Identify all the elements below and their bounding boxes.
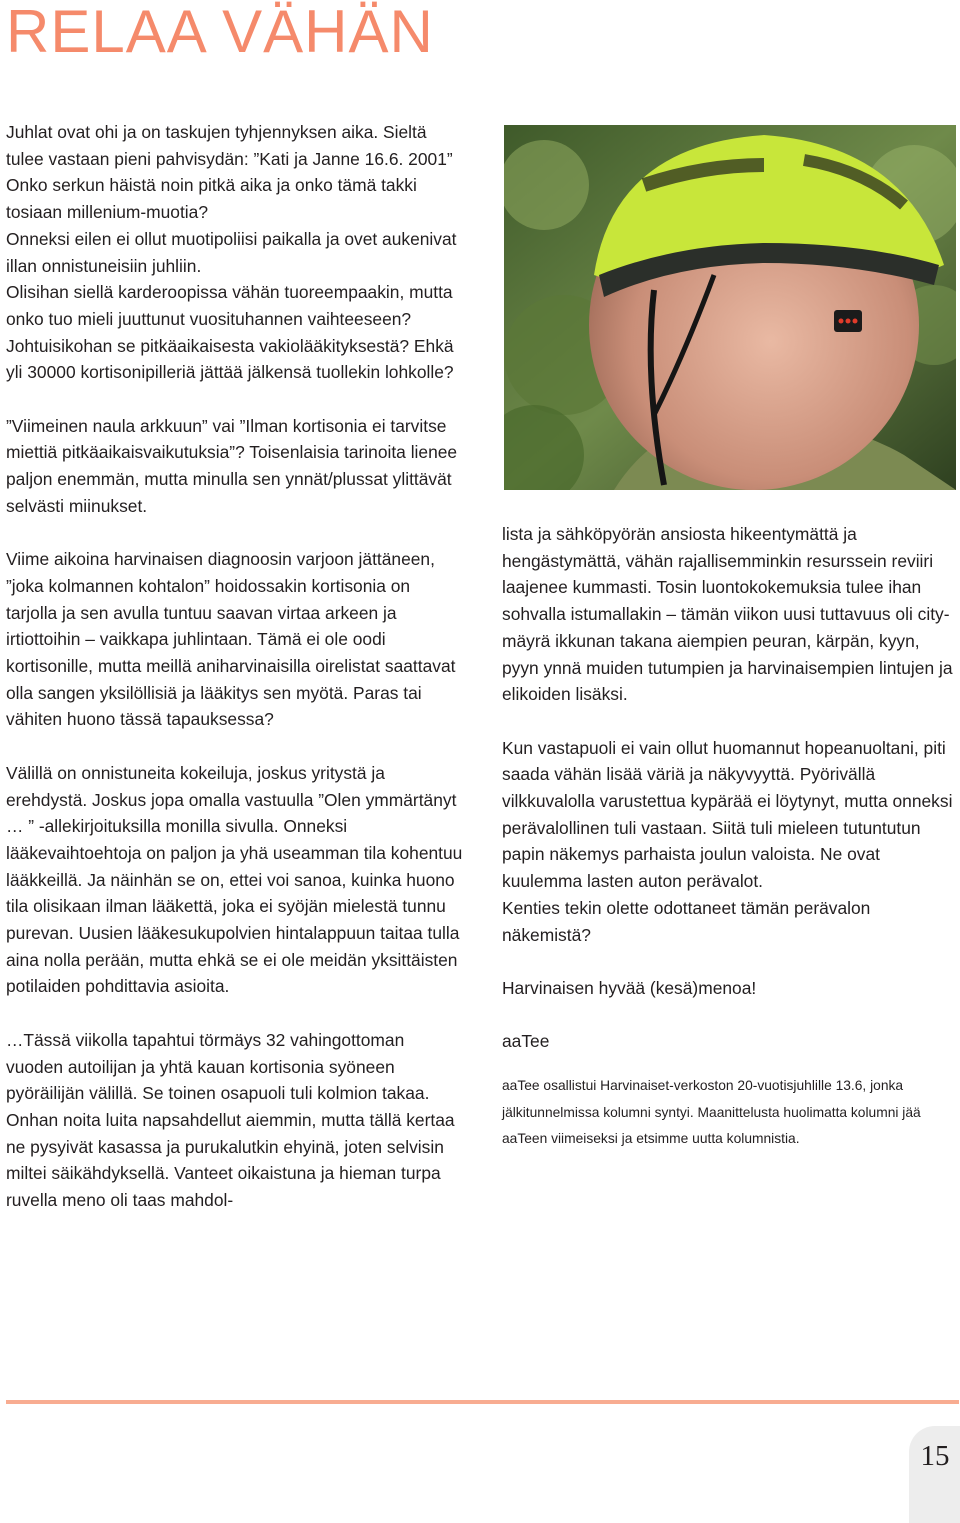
paragraph: Kun vastapuoli ei vain ollut huomannut hopeanuoltani, piti saada vähän lisää väriä ja näkyvyyttä. Pyörivällä vilkkuvalolla varustettua kypärää ei löytynyt, mutta onneksi perävalollinen tuli vastaan. Siitä tuli mieleen tutuntutun papin näkemys parhaista joulun valoista. Ne ovat kuulemma lasten auton perävalot.	[502, 737, 953, 892]
page-title: RELAA VÄHÄN	[6, 0, 434, 65]
footer-divider	[6, 1400, 959, 1404]
helmet-photo	[504, 125, 956, 490]
paragraph: lista ja sähköpyörän ansiosta hikeentymättä ja hengästymättä, vähän rajallisemminkin resurssein reviiri laajenee kummasti. Tosin luontokokemuksia tulee ihan sohvalla istumallakin – tämän viikon uusi tuttavuus oli city-mäyrä ikkunan takana aiempien peuran, kärpän, kyyn, pyyn ynnä muiden tutumpien ja harvinaisempien lintujen ja elikoiden lisäksi.	[502, 524, 953, 705]
right-column	[502, 521, 958, 1153]
author-note: aaTee osallistui Harvinaiset-verkoston 20-vuotisjuhlille 13.6, jonka jälkitunnelmissa kolumni syntyi. Maanittelusta huolimatta kolumni jää aaTeen viimeiseksi ja etsimme uutta kolumnistia.	[502, 1078, 921, 1147]
closing-line: Harvinaisen hyvää (kesä)menoa!	[502, 977, 757, 998]
paragraph: Onhan noita luita napsahdellut aiemmin, mutta tällä kertaa ne pysyivät kasassa ja purukalutkin ehyinä, joten selvisin miltei säikähdyksellä. Vanteet oikaistuna ja hieman turpa ruvella meno oli taas mahdol-	[6, 1109, 455, 1211]
page-number: 15	[920, 1440, 950, 1472]
paragraph: Juhlat ovat ohi ja on taskujen tyhjennyksen aika. Sieltä tulee vastaan pieni pahvisydän: ”Kati ja Janne 16.6. 2001”	[6, 122, 453, 169]
paragraph: Välillä on onnistuneita kokeiluja, joskus yritystä ja erehdystä. Joskus jopa omalla vastuulla ”Olen ymmärtänyt … ” -allekirjoituksilla monilla sivulla. Onneksi lääkevaihtoehtoja on paljon ja yhä useamman tila kohentuu lääkkeillä. Ja näinhän se on, ettei voi sanoa, kuinka huono tila olisikaan ilman lääkettä, joka ei syöjän mielestä tunnu purevan. Uusien lääkesukupolvien hintalappuun taitaa tulla aina nolla perään, mutta ehkä se ei ole meidän yksittäisten potilaiden pohdittavia asioita.	[6, 762, 463, 997]
paragraph: Onneksi eilen ei ollut muotipoliisi paikalla ja ovet aukenivat illan onnistuneisiin juhliin.	[6, 228, 457, 276]
paragraph: ”Viimeinen naula arkkuun” vai ”Ilman kortisonia ei tarvitse miettiä pitkäaikaisvaikutuksia”? Toisenlaisia tarinoita lienee paljon enemmän, mutta minulla sen ynnät/plussat ylittävät selvästi miinukset.	[6, 415, 458, 516]
paragraph: Viime aikoina harvinaisen diagnoosin varjoon jättäneen, ”joka kolmannen kohtalon” hoidossakin kortisonia on tarjolla ja sen avulla tuntuu saavan virtaa arkeen ja irtiottoihin – vaikkapa juhlintaan. Tämä ei ole oodi kortisonille, mutta meillä aniharvinaisilla oirelistat saattavat olla sangen yksilöllisiä ja lääkitys sen myötä. Paras tai vähiten huono tässä tapauksessa?	[6, 549, 456, 730]
author-signature: aaTee	[502, 1031, 550, 1052]
left-column	[6, 119, 466, 1214]
paragraph: …Tässä viikolla tapahtui törmäys 32 vahingottoman vuoden autoilijan ja yhtä kauan kortisonia syöneen pyöräilijän välillä. Se toinen osapuoli tuli kolmion takaa.	[6, 1029, 430, 1104]
paragraph: Onko serkun häistä noin pitkä aika ja onko tämä takki tosiaan millenium-muotia?	[6, 175, 417, 223]
paragraph: Kenties tekin olette odottaneet tämän perävalon näkemistä?	[502, 897, 871, 945]
paragraph: Olisihan siellä karderoopissa vähän tuoreempaakin, mutta onko tuo mieli juuttunut vuosituhannen vaihteeseen? Johtuisikohan se pitkäaikaisesta vakiolääkityksestä? Ehkä yli 30000 kortisonipilleriä jättää jälkensä tuollekin lohkolle?	[6, 282, 454, 383]
